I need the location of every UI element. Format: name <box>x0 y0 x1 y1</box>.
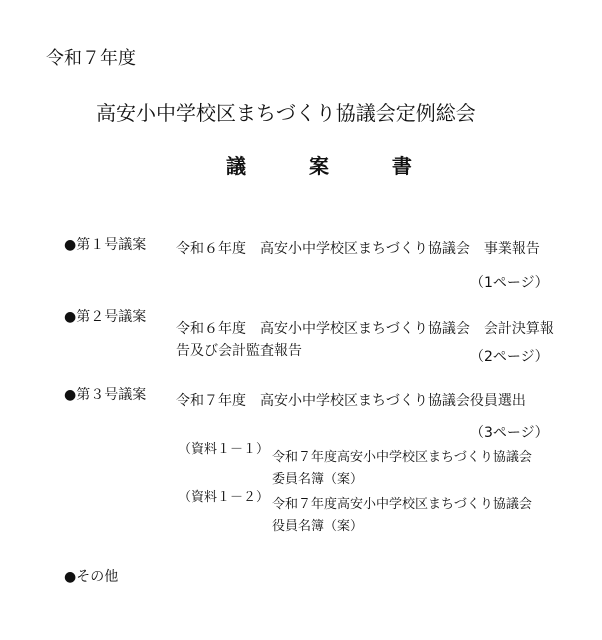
agenda-3-label: ●第３号議案 <box>64 387 147 403</box>
agenda-3-text: 令和７年度 高安小中学校区まちづくり協議会役員選出 <box>176 393 526 409</box>
agenda-1-text: 令和６年度 高安小中学校区まちづくり協議会 事業報告 <box>176 241 540 257</box>
agenda-2-page: （2ページ） <box>470 349 549 365</box>
document-title: 議 案 書 <box>226 154 440 178</box>
material-2-label: （資料１－２） <box>178 490 270 505</box>
agenda-1-label: ●第１号議案 <box>64 237 147 253</box>
agenda-2-label: ●第２号議案 <box>64 309 147 325</box>
agenda-2-text-cont: 告及び会計監査報告 <box>176 343 302 359</box>
material-1-text-cont: 委員名簿（案） <box>272 472 364 487</box>
material-1-label: （資料１－１） <box>178 442 270 457</box>
material-1-text: 令和７年度高安小中学校区まちづくり協議会 <box>272 450 532 465</box>
fiscal-year: 令和７年度 <box>46 48 136 69</box>
other-item: ●その他 <box>64 569 119 585</box>
material-2-text-cont: 役員名簿（案） <box>272 519 364 534</box>
agenda-3-page: （3ページ） <box>470 425 549 441</box>
meeting-title: 高安小中学校区まちづくり協議会定例総会 <box>96 101 476 125</box>
agenda-2-text: 令和６年度 高安小中学校区まちづくり協議会 会計決算報 <box>176 321 554 337</box>
agenda-1-page: （1ページ） <box>470 275 549 291</box>
material-2-text: 令和７年度高安小中学校区まちづくり協議会 <box>272 497 532 512</box>
